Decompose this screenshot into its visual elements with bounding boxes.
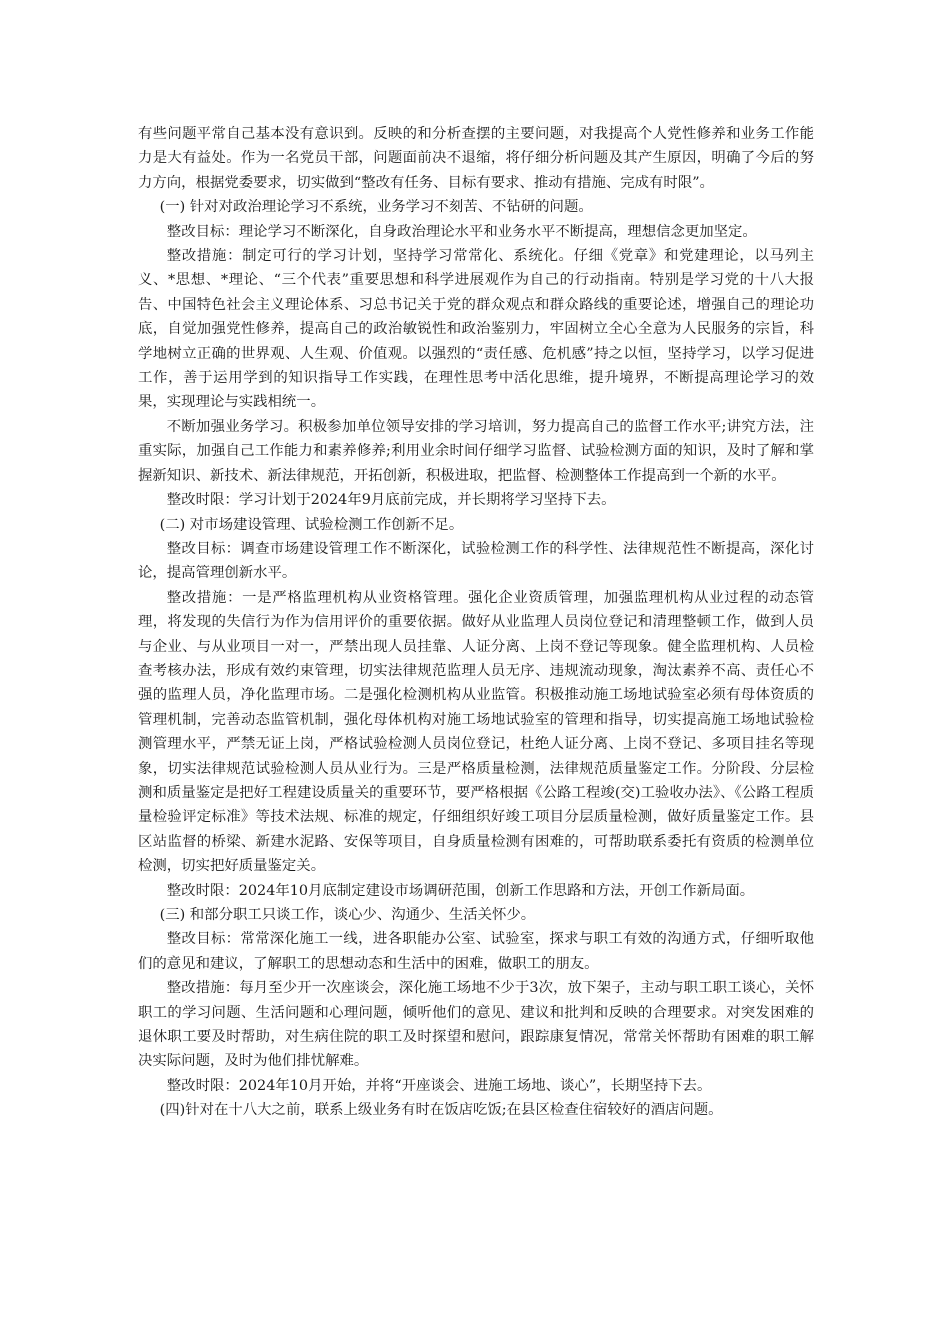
paragraph-deadline-3: 整改时限：2024年10月开始，并将“开座谈会、进施工场地、谈心”，长期坚持下去。 xyxy=(166,1077,712,1094)
paragraph-goal-2: 整改目标：调查市场建设管理工作不断深化，试验检测工作的科学性、法律规范性不断提高，深化讨论，提高管理创新水平。 xyxy=(138,540,814,582)
paragraph-intro: 有些问题平常自己基本没有意识到。反映的和分析查摆的主要问题，对我提高个人党性修养和业务工作能力是大有益处。作为一名党员干部，问题面前决不退缩，将仔细分析问题及其产生原因，明确了今后的努力方向，根据党委要求，切实做到“整改有任务、目标有要求、推动有措施、完成有时限”。 xyxy=(138,126,814,191)
paragraph-measures-3: 整改措施：每月至少开一次座谈会，深化施工场地不少于3次，放下架子，主动与职工职工谈心，关怀职工的学习问题、生活问题和心理问题，倾听他们的意见、建议和批判和反映的合理要求。对突发困难的退休职工要及时帮助，对生病住院的职工及时探望和慰问，跟踪康复情况，常常关怀帮助有困难的职工解决实际问题，及时为他们排忧解难。 xyxy=(138,980,814,1070)
paragraph-measures-2: 整改措施：一是严格监理机构从业资格管理。强化企业资质管理，加强监理机构从业过程的动态管理，将发现的失信行为作为信用评价的重要依据。做好从业监理人员岗位登记和清理整顿工作，做到人员与企业、与从业项目一对一，严禁出现人员挂靠、人证分离、上岗不登记等现象。健全监理机构、人员检查考核办法，形成有效约束管理，切实法律规范监理人员无序、违规流动现象，淘汰素养不高、责任心不强的监理人员，净化监理市场。二是强化检测机构从业监管。积极推动施工场地试验室必须有母体资质的管理机制，完善动态监管机制，强化母体机构对施工场地试验室的管理和指导，切实提高施工场地试验检测管理水平，严禁无证上岗，严格试验检测人员岗位登记，杜绝人证分离、上岗不登记、多项目挂名等现象，切实法律规范试验检测人员从业行为。三是严格质量检测，法律规范质量鉴定工作。分阶段、分层检测和质量鉴定是把好工程建设质量关的重要环节，要严格根据《公路工程竣(交)工验收办法》、《公路工程质量检验评定标准》等技术法规、标准的规定，仔细组织好竣工项目分层质量检测，做好质量鉴定工作。县区站监督的桥梁、新建水泥路、安保等项目，自身质量检测有困难的，可帮助联系委托有资质的检测单位检测，切实把好质量鉴定关。 xyxy=(138,589,814,875)
document-body xyxy=(138,122,814,1123)
paragraph-deadline-2: 整改时限：2024年10月底制定建设市场调研范围，创新工作思路和方法，开创工作新局面。 xyxy=(166,882,755,899)
paragraph-goal-1: 整改目标：理论学习不断深化，自身政治理论水平和业务水平不断提高，理想信念更加坚定。 xyxy=(166,223,757,240)
section-heading-1: (一) 针对对政治理论学习不系统，业务学习不刻苦、不钻研的问题。 xyxy=(159,199,593,216)
paragraph-measures-1: 整改措施：制定可行的学习计划，坚持学习常常化、系统化。仔细《党章》和党建理论，以马列主义、*思想、*理论、“三个代表”重要思想和科学进展观作为自己的行动指南。特别是学习党的十八大报告、中国特色社会主义理论体系、习总书记关于党的群众观点和群众路线的重要论述，增强自己的理论功底，自觉加强党性修养，提高自己的政治敏锐性和政治鉴别力，牢固树立全心全意为人民服务的宗旨，科学地树立正确的世界观、人生观、价值观。以强烈的“责任感、危机感”持之以恒，坚持学习，以学习促进工作，善于运用学到的知识指导工作实践，在理性思考中活化思维，提升境界，不断提高理论学习的效果，实现理论与实践相统一。 xyxy=(138,248,814,411)
paragraph-deadline-1: 整改时限：学习计划于2024年9月底前完成，并长期将学习坚持下去。 xyxy=(166,492,616,509)
paragraph-goal-3: 整改目标：常常深化施工一线，进各职能办公室、试验室，探求与职工有效的沟通方式，仔细听取他们的意见和建议，了解职工的思想动态和生活中的困难，做职工的朋友。 xyxy=(138,931,814,972)
section-heading-2: (二) 对市场建设管理、试验检测工作创新不足。 xyxy=(159,516,464,533)
section-heading-4: (四)针对在十八大之前，联系上级业务有时在饭店吃饭;在县区检查住宿较好的酒店问题。 xyxy=(159,1102,723,1119)
section-heading-3: (三) 和部分职工只谈工作，谈心少、沟通少、生活关怀少。 xyxy=(159,907,536,923)
paragraph-business-study: 不断加强业务学习。积极参加单位领导安排的学习培训，努力提高自己的监督工作水平;讲究方法，注重实际，加强自己工作能力和素养修养;利用业余时间仔细学习监督、试验检测方面的知识，及时了解和掌握新知识、新技术、新法律规范，开拓创新，积极进取，把监督、检测整体工作提高到一个新的水平。 xyxy=(138,418,814,484)
